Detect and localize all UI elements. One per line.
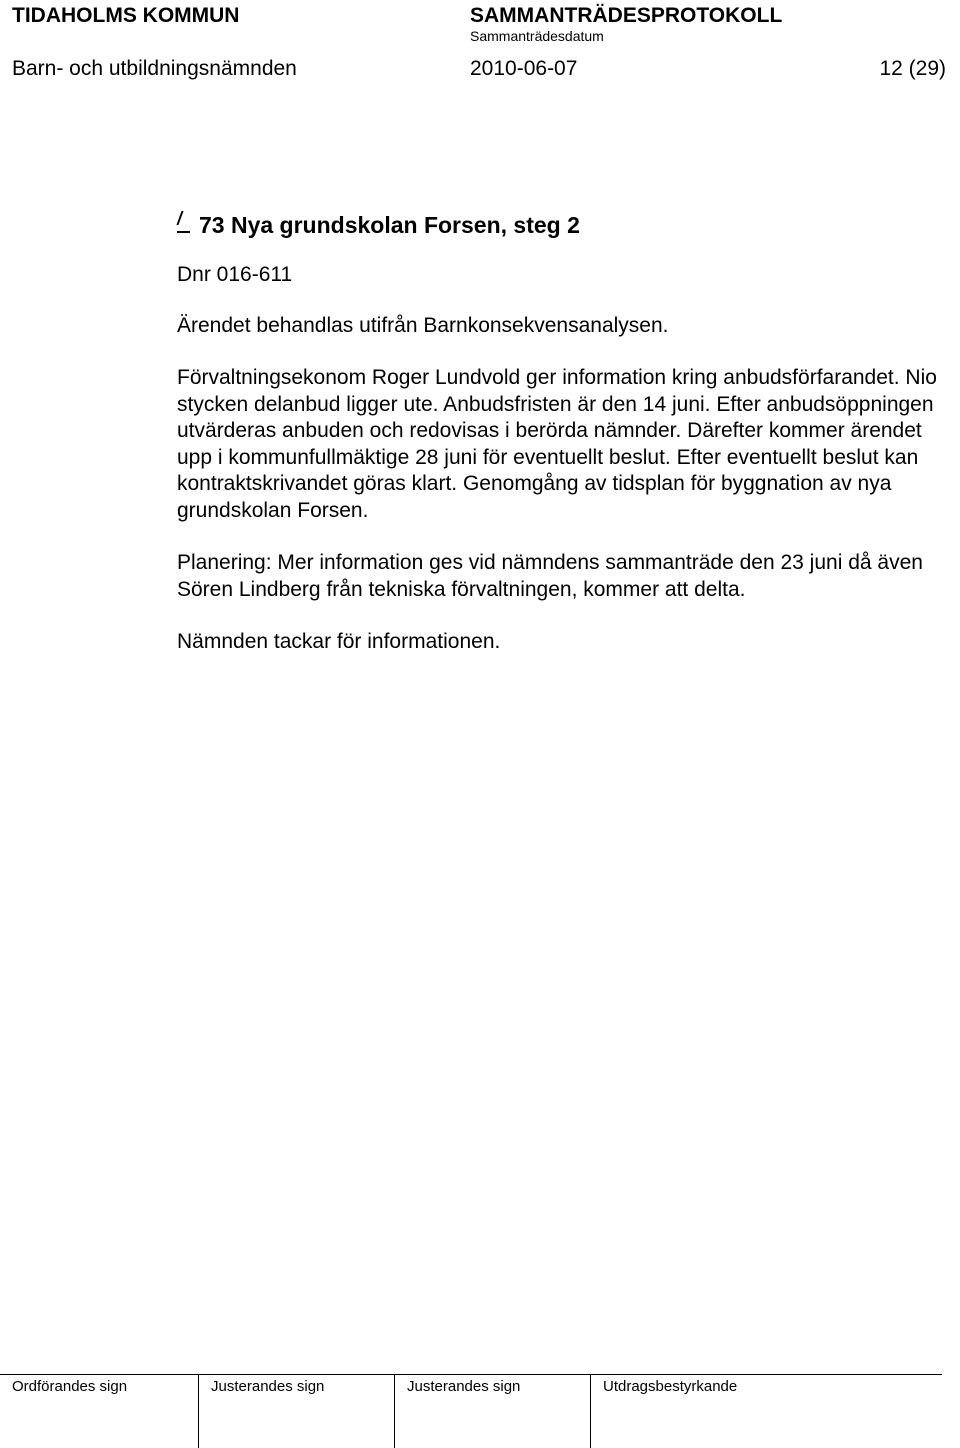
case-paragraph: Ärendet behandlas utifrån Barnkonsekvensanalysen. <box>177 313 669 337</box>
municipality-name: TIDAHOLMS KOMMUN <box>12 4 240 27</box>
case-body <box>177 262 947 682</box>
signature-label: Justerandes sign <box>407 1378 521 1395</box>
case-paragraph: Förvaltningsekonom Roger Lundvold ger information kring anbudsförfarandet. Nio stycken delanbud ligger ute. Anbudsfristen är den 14 juni. Efter anbudsöppningen utvärderas anbuden och redovisas i berörda nämnder. Därefter kommer ärendet upp i kommunfullmäktige 28 juni för eventuellt beslut. Efter eventuellt beslut kan kontraktskrivandet göras klart. Genomgång av tidsplan för byggnation av nya grundskolan Forsen. <box>177 366 937 522</box>
signature-label: Ordförandes sign <box>12 1378 128 1395</box>
signature-cell <box>0 1375 198 1448</box>
signature-cell <box>590 1375 942 1448</box>
signature-table <box>0 1374 942 1448</box>
section-sign-icon <box>177 211 190 233</box>
signature-label: Utdragsbestyrkande <box>603 1378 738 1395</box>
signature-cell <box>394 1375 590 1448</box>
meeting-date: 2010-06-07 <box>470 57 578 80</box>
signature-cell <box>198 1375 394 1448</box>
page-number: 12 (29) <box>879 57 946 80</box>
date-label: Sammanträdesdatum <box>470 28 604 44</box>
case-title: 73 Nya grundskolan Forsen, steg 2 <box>199 212 580 238</box>
case-paragraph: Planering: Mer information ges vid nämndens sammanträde den 23 juni då även Sören Lindberg från tekniska förvaltningen, kommer att delta. <box>177 551 923 601</box>
case-dnr: Dnr 016-611 <box>177 263 293 286</box>
document-type: SAMMANTRÄDESPROTOKOLL <box>470 4 783 27</box>
signature-label: Justerandes sign <box>211 1378 325 1395</box>
case-heading <box>177 211 580 239</box>
case-paragraph: Nämnden tackar för informationen. <box>177 630 501 653</box>
board-name: Barn- och utbildningsnämnden <box>12 57 297 80</box>
